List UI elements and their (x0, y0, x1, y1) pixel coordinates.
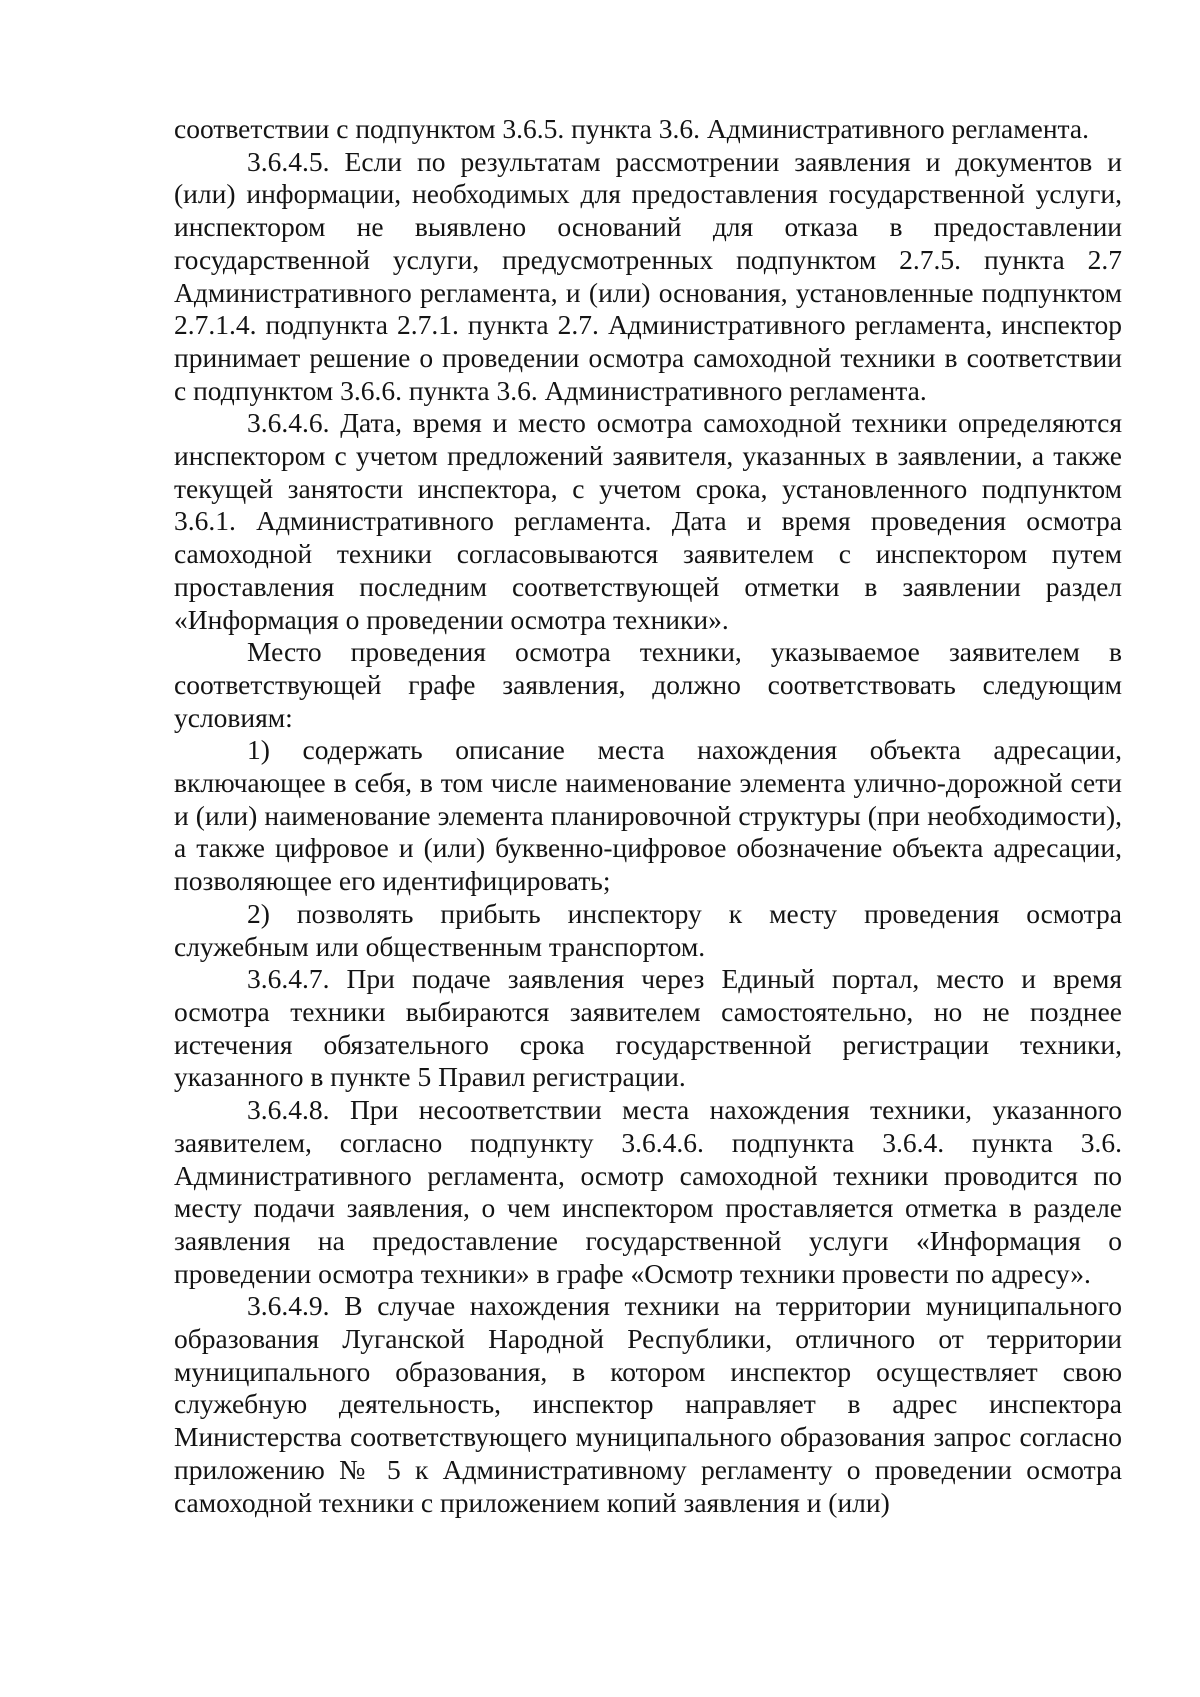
paragraph-condition-2: 2) позволять прибыть инспектору к месту проведения осмотра служебным или общественным транспортом. (174, 897, 1122, 962)
paragraph-3-6-4-7: 3.6.4.7. При подаче заявления через Единый портал, место и время осмотра техники выбираются заявителем самостоятельно, но не позднее истечения обязательного срока государственной регистрации техники, указанного в пункте 5 Правил регистрации. (174, 963, 1122, 1093)
paragraph-3-6-4-6: 3.6.4.6. Дата, время и место осмотра самоходной техники определяются инспектором с учетом предложений заявителя, указанных в заявлении, а также текущей занятости инспектора, с учетом срока, установленного подпунктом 3.6.1. Административного регламента. Дата и время проведения осмотра самоходной техники согласовываются заявителем с инспектором путем проставления последним соответствующей отметки в заявлении раздел «Информация о проведении осмотра техники». (174, 407, 1122, 635)
paragraph-condition-1: 1) содержать описание места нахождения объекта адресации, включающее в себя, в том числе наименование элемента улично-дорожной сети и (или) наименование элемента планировочной структуры (при необходимости), а также цифровое и (или) буквенно-цифровое обозначение объекта адресации, позволяющее его идентифицировать; (174, 734, 1122, 897)
paragraph-3-6-4-9: 3.6.4.9. В случае нахождения техники на территории муниципального образования Луганской Народной Республики, отличного от территории муниципального образования, в котором инспектор осуществляет свою служебную деятельность, инспектор направляет в адрес инспектора Министерства соответствующего муниципального образования запрос согласно приложению № 5 к Административному регламенту о проведении осмотра самоходной техники с приложением копий заявления и (или) (174, 1290, 1122, 1518)
paragraph-3-6-4-8: 3.6.4.8. При несоответствии места нахождения техники, указанного заявителем, согласно подпункту 3.6.4.6. подпункта 3.6.4. пункта 3.6. Административного регламента, осмотр самоходной техники проводится по месту подачи заявления, о чем инспектором проставляется отметка в разделе заявления на предоставление государственной услуги «Информация о проведении осмотра техники» в графе «Осмотр техники провести по адресу». (174, 1094, 1122, 1289)
paragraph-3-6-4-5: 3.6.4.5. Если по результатам рассмотрении заявления и документов и (или) информации, необходимых для предоставления государственной услуги, инспектором не выявлено оснований для отказа в предоставлении государственной услуги, предусмотренных подпунктом 2.7.5. пункта 2.7 Административного регламента, и (или) основания, установленные подпунктом 2.7.1.4. подпункта 2.7.1. пункта 2.7. Административного регламента, инспектор принимает решение о проведении осмотра самоходной техники в соответствии с подпунктом 3.6.6. пункта 3.6. Административного регламента. (174, 145, 1122, 406)
paragraph-inspection-place: Место проведения осмотра техники, указываемое заявителем в соответствующей графе заявления, должно соответствовать следующим условиям: (174, 636, 1122, 733)
paragraph-continuation: соответствии с подпунктом 3.6.5. пункта 3.6. Административного регламента. (174, 113, 1089, 144)
document-body (174, 113, 1122, 1519)
